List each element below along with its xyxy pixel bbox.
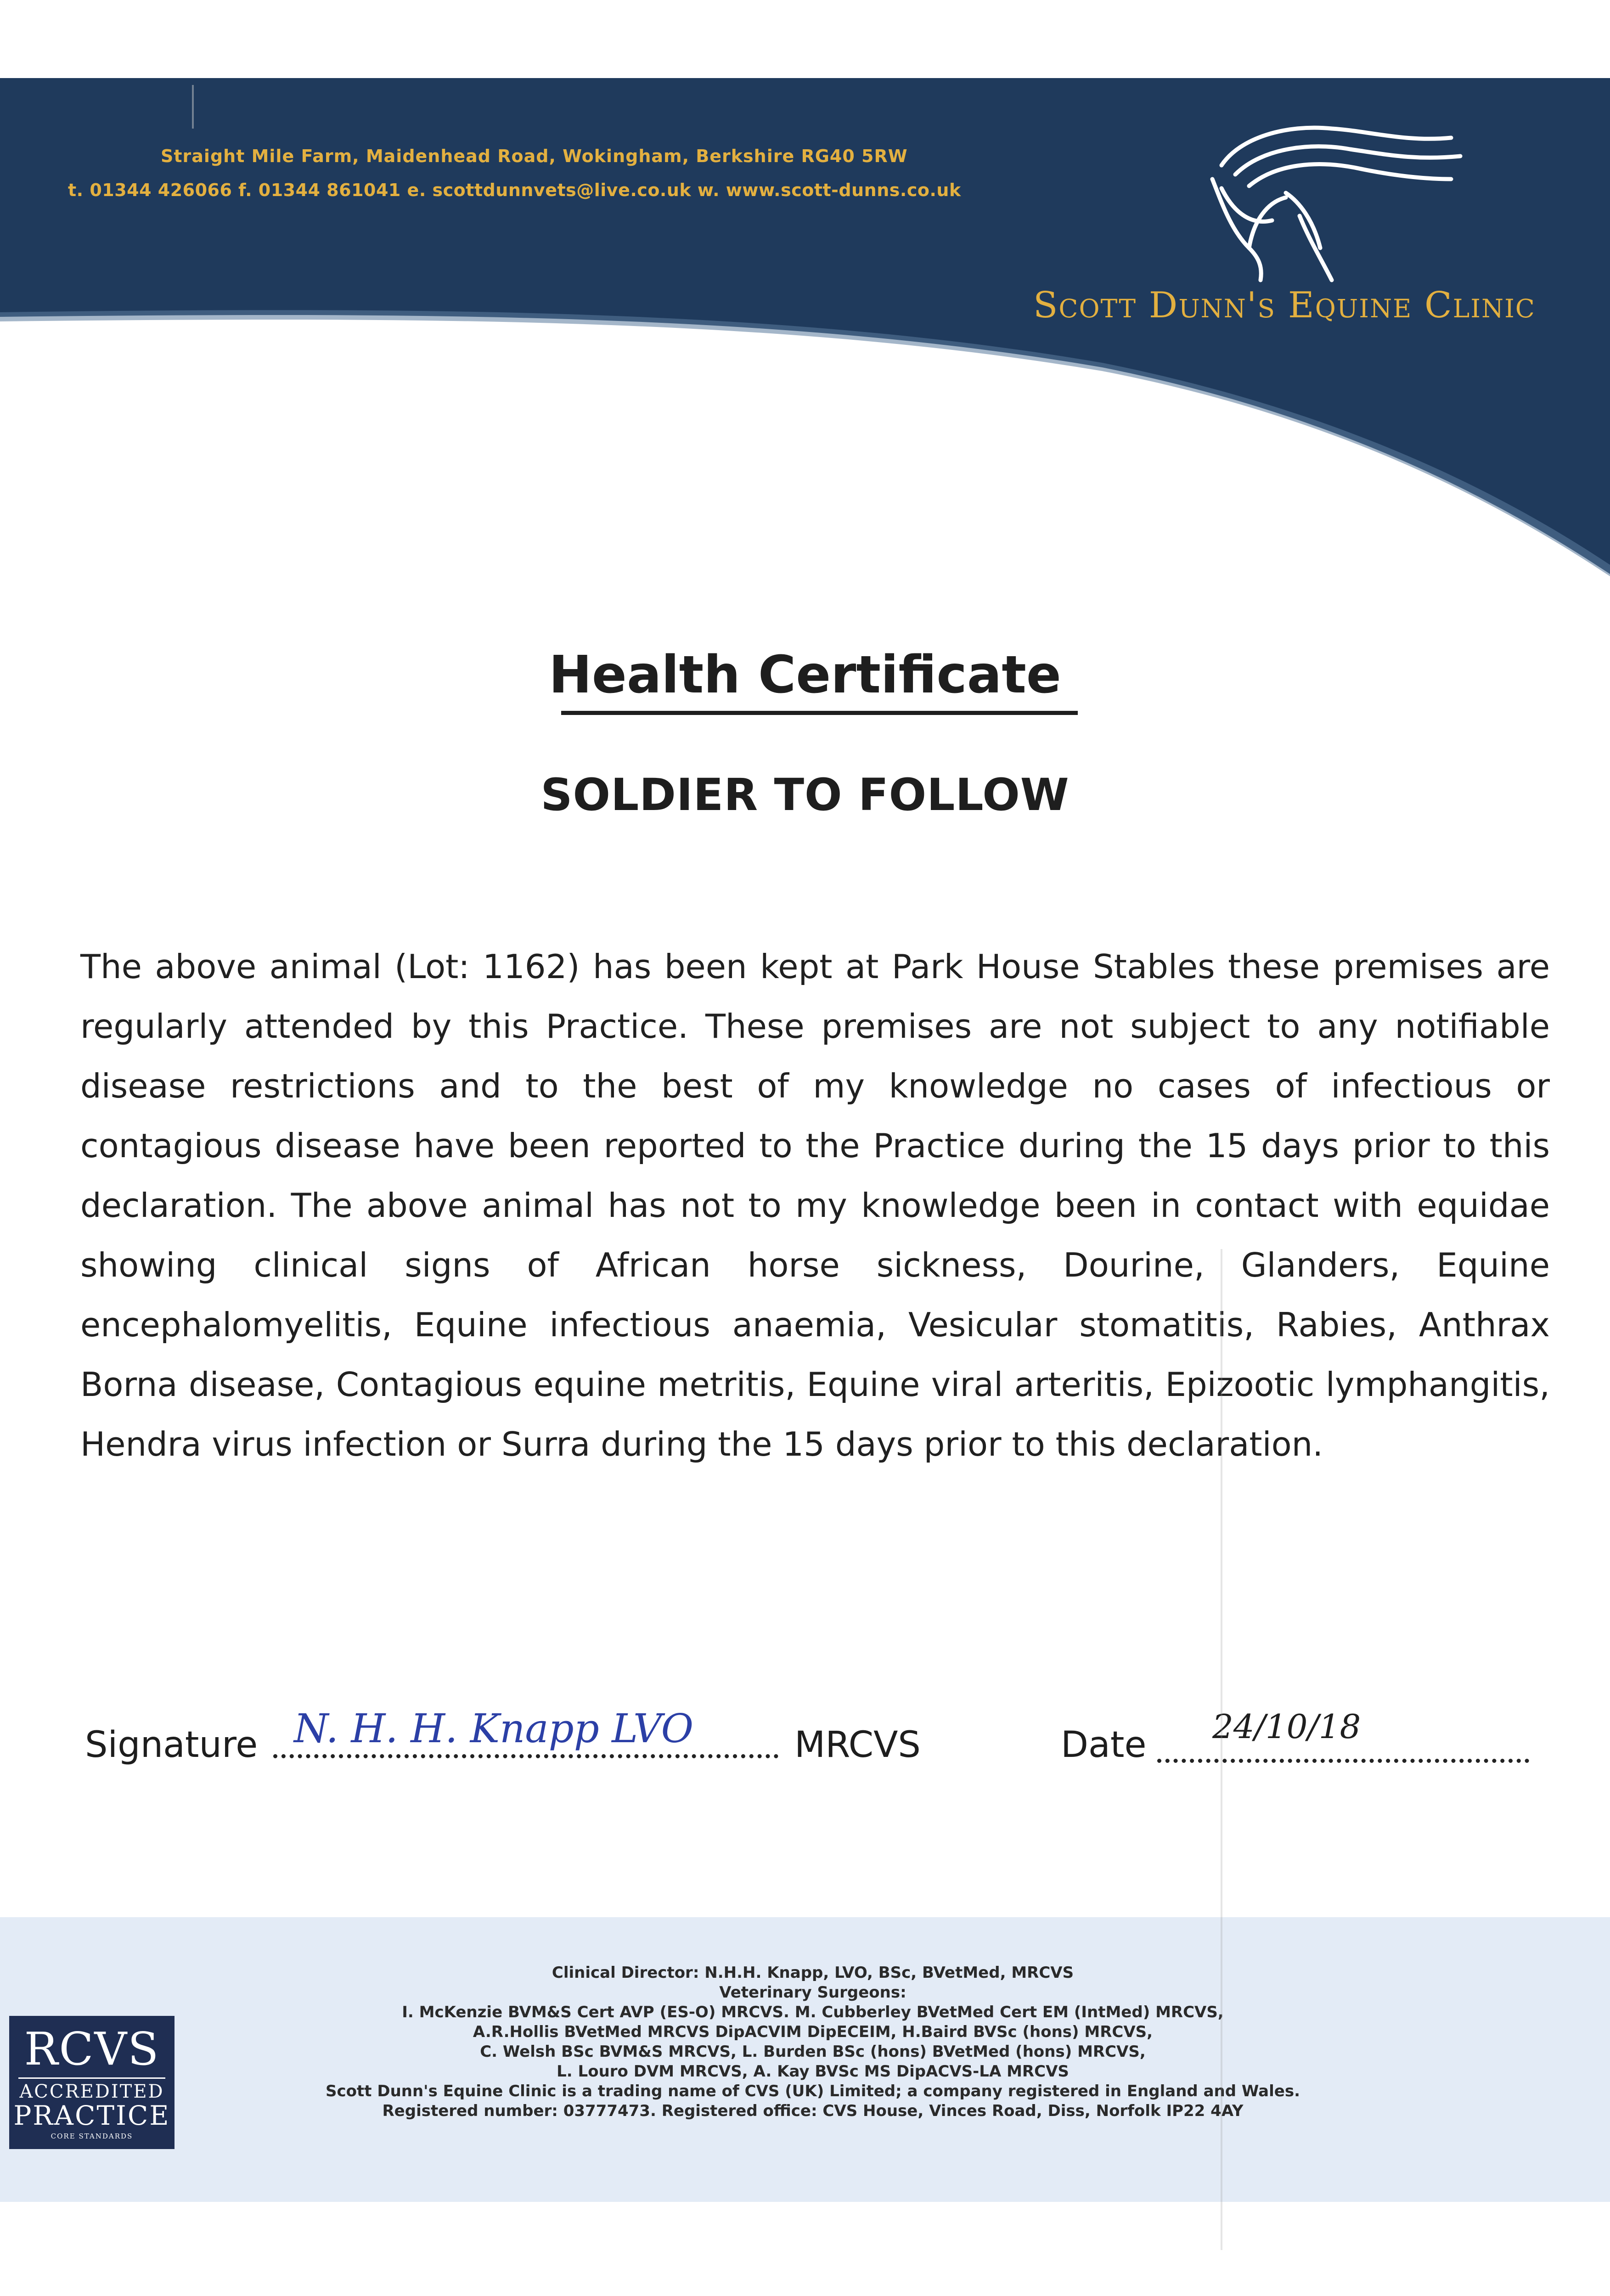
footer-line: Registered number: 03777473. Registered office: CVS House, Vinces Road, Diss, Norfolk IP22 4AY [382, 2102, 1244, 2120]
certificate-subtitle: SOLDIER TO FOLLOW [540, 769, 1070, 821]
certificate-body: The above animal (Lot: 1162) has been kept at Park House Stables these premises are regularly attended by this Practice. These premises are not subject to any notifiable disease restrictions and to the best of my knowledge no cases of infectious or contagious disease have been reported to the Practice during the 15 days prior to this declaration. The above animal has not to my knowledge been in contact with equidae showing clinical signs of African horse sickness, Dourine, Glanders, Equine encephalomyelitis, Equine infectious anaemia, Vesicular stomatitis, Rabies, Anthrax Borna disease, Contagious equine metritis, Equine viral arteritis, Epizootic lymphangitis, Hendra virus infection or Surra during the 15 days prior to this declaration. [80, 947, 1550, 1463]
footer-staff-list [202, 1963, 1424, 2121]
footer-line: I. McKenzie BVM&S Cert AVP (ES-O) MRCVS. M. Cubberley BVetMed Cert EM (IntMed) MRCVS, [402, 2003, 1224, 2021]
footer-line: C. Welsh BSc BVM&S MRCVS, L. Burden BSc (hons) BVetMed (hons) MRCVS, [480, 2043, 1146, 2061]
scan-artifact [192, 85, 194, 129]
badge-rule [18, 2077, 165, 2079]
mrcvs-label: MRCVS [794, 1724, 921, 1766]
badge-practice: PRACTICE [13, 2100, 170, 2131]
footer-line: L. Louro DVM MRCVS, A. Kay BVSc MS DipACVS-LA MRCVS [557, 2062, 1069, 2081]
date-label: Date [1061, 1724, 1147, 1766]
badge-core-standards: CORE STANDARDS [51, 2132, 133, 2140]
address-line: Straight Mile Farm, Maidenhead Road, Wokingham, Berkshire RG40 5RW [161, 146, 908, 166]
badge-rcvs: RCVS [24, 2023, 160, 2076]
certificate-title: Health Certificate [549, 645, 1061, 705]
scan-artifact [1221, 1249, 1222, 2250]
signature-label: Signature [85, 1724, 258, 1766]
footer-line: A.R.Hollis BVetMed MRCVS DipACVIM DipECEIM, H.Baird BVSc (hons) MRCVS, [473, 2023, 1153, 2041]
horse-head-icon [1194, 110, 1479, 285]
footer-line: Scott Dunn's Equine Clinic is a trading name of CVS (UK) Limited; a company registered in England and Wales. [326, 2082, 1300, 2100]
footer-line: Clinical Director: N.H.H. Knapp, LVO, BSc, BVetMed, MRCVS [552, 1964, 1074, 1982]
clinic-name: Scott Dunn's Equine Clinic [1033, 285, 1536, 326]
badge-accredited: ACCREDITED [19, 2081, 164, 2102]
handwritten-signature: N. H. H. Knapp LVO [294, 1706, 694, 1752]
title-underline [561, 711, 1078, 715]
handwritten-date: 24/10/18 [1212, 1707, 1361, 1746]
rcvs-accredited-badge [9, 2016, 175, 2149]
contact-line: t. 01344 426066 f. 01344 861041 e. scottdunnvets@live.co.uk w. www.scott-dunns.co.uk [68, 180, 961, 200]
footer-line: Veterinary Surgeons: [719, 1983, 906, 2002]
